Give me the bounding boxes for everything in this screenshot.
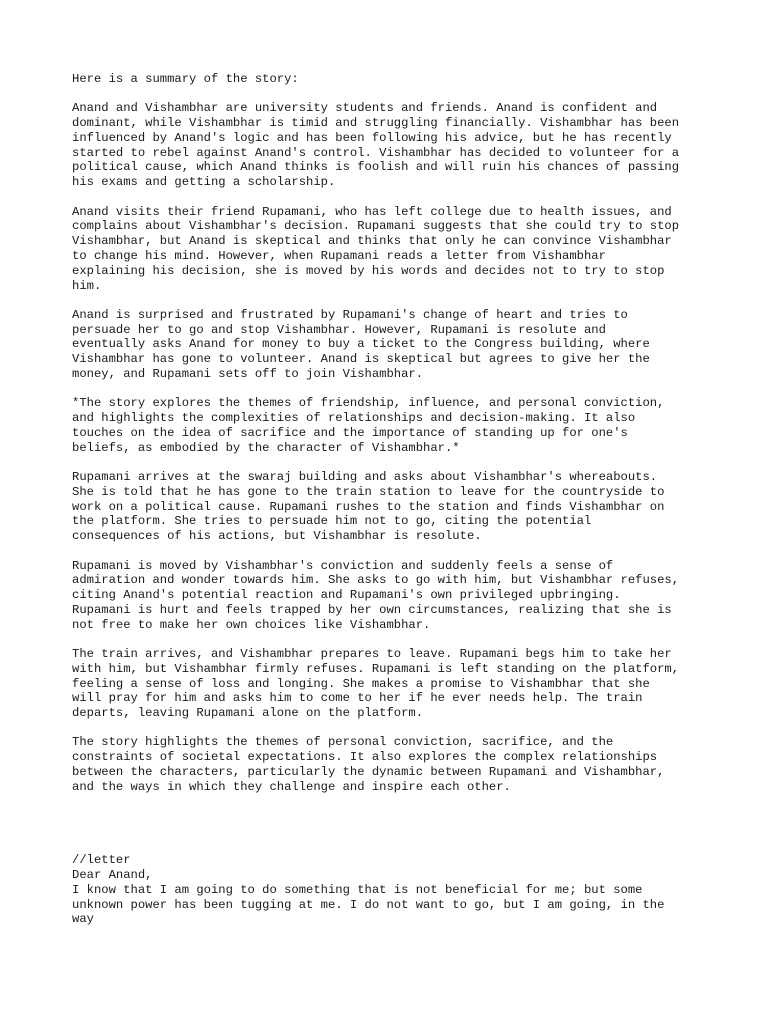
summary-paragraph-1: Anand and Vishambhar are university students and friends. Anand is confident and dominant, while Vishambhar is timid and struggling financially. Vishambhar has been influenced by Anand's logic and has been following his advice, but he has recently started to rebel against Anand's control. Vishambhar has decided to volunteer for a political cause, which Anand thinks is foolish and will ruin his chances of passing his exams and getting a scholarship. — [72, 101, 680, 190]
themes-paragraph: *The story explores the themes of friendship, influence, and personal conviction, and highlights the complexities of relationships and decision-making. It also touches on the idea of sacrifice and the importance of standing up for one's beliefs, as embodied by the character of Vishambhar.* — [72, 396, 665, 455]
summary-paragraph-7: The train arrives, and Vishambhar prepares to leave. Rupamani begs him to take her with him, but Vishambhar firmly refuses. Rupamani is left standing on the platform, feeling a sense of loss and longing. She makes a promise to Vishambhar that she will pray for him and asks him to come to her if he ever needs help. The train departs, leaving Rupamani alone on the platform. — [72, 647, 680, 721]
summary-paragraph-6: Rupamani is moved by Vishambhar's conviction and suddenly feels a sense of admiration and wonder towards him. She asks to go with him, but Vishambhar refuses, citing Anand's potential reaction and Rupamani's own privileged upbringing. Rupamani is hurt and feels trapped by her own circumstances, realizing that she is not free to make her own choices like Vishambhar. — [72, 558, 680, 632]
summary-paragraph-2: Anand visits their friend Rupamani, who has left college due to health issues, and complains about Vishambhar's decision. Rupamani suggests that she could try to stop Vishambhar, but Anand is skeptical and thinks that only he can convince Vishambhar to change his mind. However, when Rupamani reads a letter from Vishambhar explaining his decision, she is moved by his words and decides not to try to stop him. — [72, 204, 680, 293]
summary-paragraph-5: Rupamani arrives at the swaraj building and asks about Vishambhar's whereabouts. She is told that he has gone to the train station to leave for the countryside to work on a political cause. Rupamani rushes to the station and finds Vishambhar on the platform. She tries to persuade him not to go, citing the potential consequences of his actions, but Vishambhar is resolute. — [72, 470, 665, 544]
summary-heading: Here is a summary of the story: — [72, 72, 299, 86]
summary-paragraph-3: Anand is surprised and frustrated by Rupamani's change of heart and tries to persuade her to go and stop Vishambhar. However, Rupamani is resolute and eventually asks Anand for money to buy a ticket to the Congress building, where Vishambhar has gone to volunteer. Anand is skeptical but agrees to give her the money, and Rupamani sets off to join Vishambhar. — [72, 307, 650, 382]
blank-space — [72, 809, 712, 853]
letter-text: //letter Dear Anand, I know that I am going to do something that is not beneficial for me; but some unknown power has been tugging at me. I do not want to go, but I am going, in the way — [72, 853, 665, 927]
conclusion-paragraph: The story highlights the themes of personal conviction, sacrifice, and the constraints of societal expectations. It also explores the complex relationships between the characters, particularly the dynamic between Rupamani and Vishambhar, and the ways in which they challenge and inspire each other. — [72, 735, 665, 794]
document-page — [72, 72, 712, 927]
